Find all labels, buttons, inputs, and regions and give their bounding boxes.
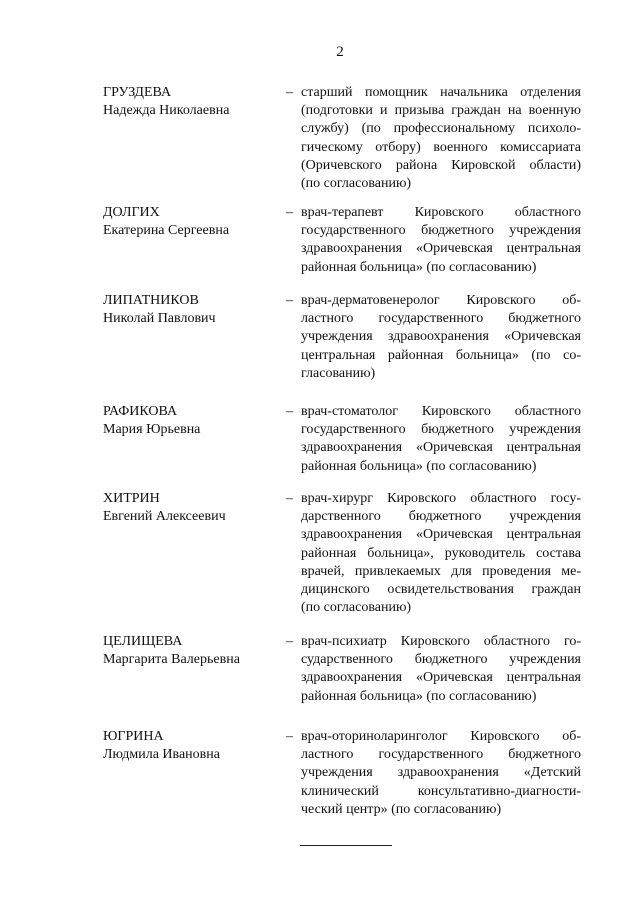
dash-separator: – (286, 205, 293, 220)
member-name-block (103, 292, 278, 328)
role-line: здравоохранения «Оричевская центральная (301, 440, 581, 456)
role-line: врач-психиатр Кировского областного го- (301, 634, 581, 649)
member-surname: ЮГРИНА (103, 729, 164, 744)
role-line: ческий центр» (по согласованию) (301, 801, 502, 817)
dash-separator: – (286, 634, 293, 649)
role-line: ластного государственного бюджетного (301, 747, 581, 763)
member-surname: ЛИПАТНИКОВ (103, 293, 199, 308)
role-line: (по согласованию) (301, 176, 412, 192)
member-name-block (103, 728, 278, 764)
role-line: здравоохранения «Оричевская центральная (301, 527, 581, 543)
dash-separator: – (286, 491, 293, 506)
role-line: (по согласованию) (301, 600, 412, 616)
role-line: врач-стоматолог Кировского областного (301, 404, 581, 419)
role-line: учреждения здравоохранения «Детский (301, 765, 581, 781)
role-line: врач-терапевт Кировского областного (301, 205, 581, 220)
role-line: врач-дерматовенеролог Кировского об- (301, 293, 581, 308)
member-surname: ХИТРИН (103, 491, 160, 506)
member-given-name: Николай Павлович (103, 311, 216, 326)
role-line: (Оричевского района Кировской области) (301, 157, 581, 173)
member-given-name: Екатерина Сергеевна (103, 223, 230, 238)
member-surname: ДОЛГИХ (103, 205, 160, 220)
member-given-name: Людмила Ивановна (103, 747, 220, 762)
member-name-block (103, 403, 278, 439)
member-role-description (301, 204, 581, 277)
role-line: (подготовки и призыва граждан на военную (301, 103, 581, 119)
member-role-description (301, 633, 581, 706)
role-line: районная больница» (по согласованию) (301, 458, 537, 474)
role-line: районная больница» (по согласованию) (301, 259, 537, 275)
role-line: гическому отбору) военного комиссариата (301, 139, 581, 155)
role-line: районная больница» (по согласованию) (301, 688, 537, 704)
member-given-name: Мария Юрьевна (103, 422, 201, 437)
role-line: врачей, привлекаемых для проведения ме- (301, 563, 581, 579)
member-role-description (301, 490, 581, 617)
role-line: гласованию) (301, 365, 376, 381)
role-line: дицинского освидетельствования граждан (301, 582, 581, 598)
role-line: клинический консультативно-диагности- (301, 783, 581, 799)
closing-rule (300, 845, 392, 846)
member-given-name: Маргарита Валерьевна (103, 652, 240, 667)
role-line: ластного государственного бюджетного (301, 311, 581, 327)
role-line: врач-хирург Кировского областного госу- (301, 491, 581, 506)
member-surname: РАФИКОВА (103, 404, 178, 419)
role-line: районная больница», руководитель состава (301, 545, 581, 561)
role-line: врач-оториноларинголог Кировского об- (301, 729, 581, 744)
role-line: дарственного бюджетного учреждения (301, 509, 581, 525)
member-surname: ГРУЗДЕВА (103, 85, 172, 100)
member-given-name: Евгений Алексеевич (103, 509, 226, 524)
member-role-description (301, 292, 581, 383)
dash-separator: – (286, 85, 293, 100)
member-given-name: Надежда Николаевна (103, 103, 230, 118)
role-line: здравоохранения «Оричевская центральная (301, 241, 581, 257)
role-line: службу) (по профессиональному психоло- (301, 121, 581, 137)
role-line: сударственного бюджетного учреждения (301, 652, 581, 668)
member-name-block (103, 490, 278, 526)
member-surname: ЦЕЛИЩЕВА (103, 634, 183, 649)
dash-separator: – (286, 729, 293, 744)
dash-separator: – (286, 404, 293, 419)
member-role-description (301, 728, 581, 819)
member-role-description (301, 84, 581, 193)
role-line: государственного бюджетного учреждения (301, 422, 581, 438)
member-role-description (301, 403, 581, 476)
role-line: государственного бюджетного учреждения (301, 223, 581, 239)
role-line: учреждения здравоохранения «Оричевская (301, 329, 581, 345)
dash-separator: – (286, 293, 293, 308)
role-line: центральная районная больница» (по со- (301, 347, 581, 363)
member-name-block (103, 84, 278, 120)
role-line: старший помощник начальника отделения (301, 85, 581, 100)
role-line: здравоохранения «Оричевская центральная (301, 670, 581, 686)
page-number: 2 (336, 44, 344, 60)
member-name-block (103, 633, 278, 669)
member-name-block (103, 204, 278, 240)
